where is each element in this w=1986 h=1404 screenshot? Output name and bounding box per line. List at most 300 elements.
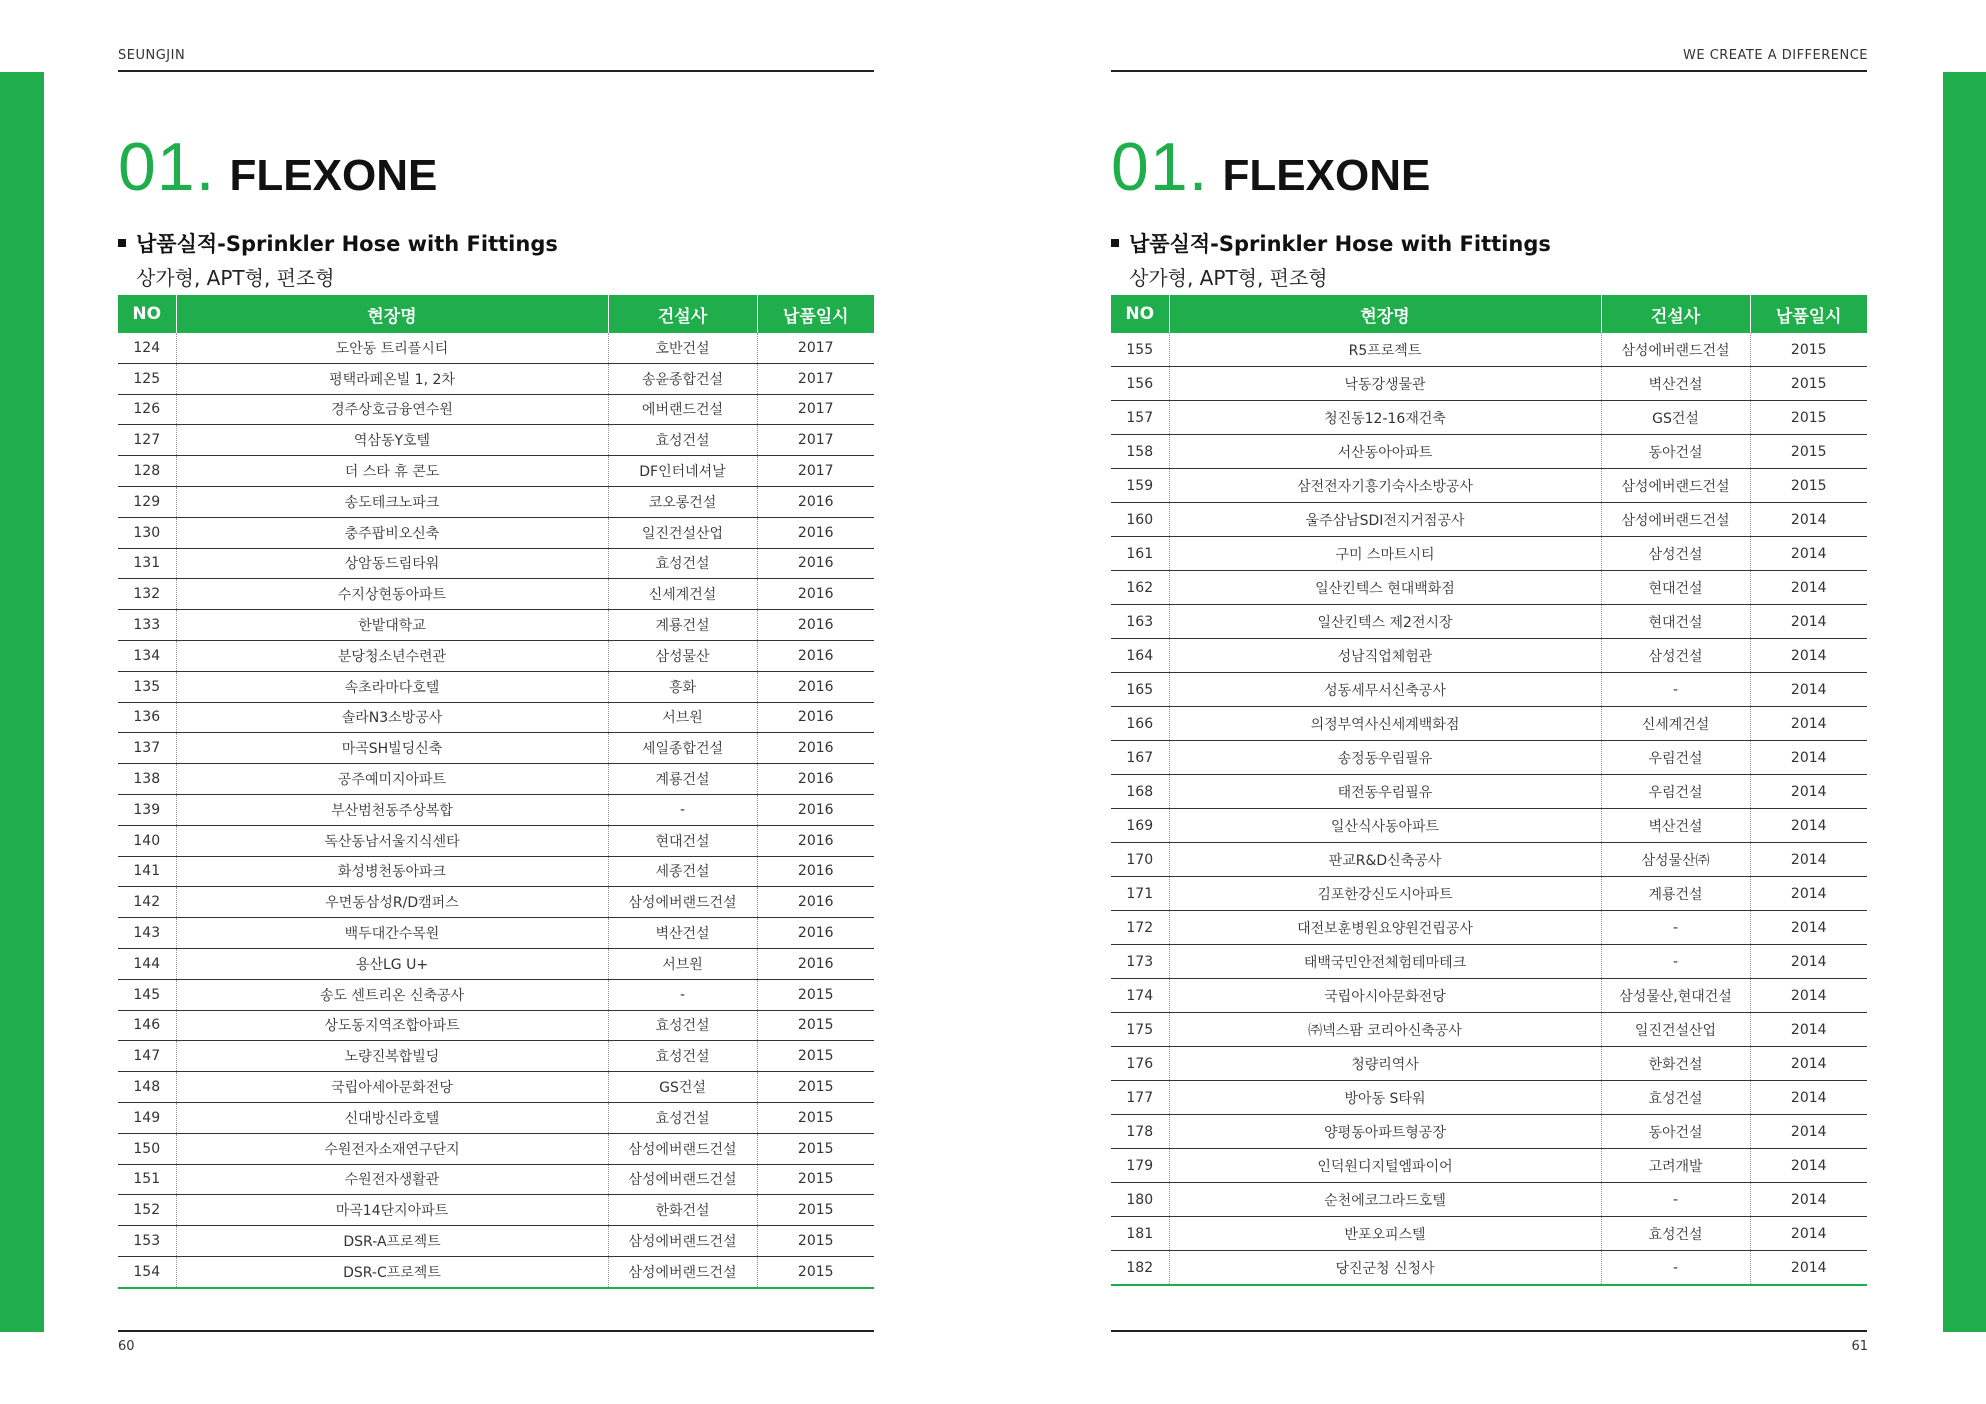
cell-no: 127 (118, 425, 176, 456)
cell-no: 142 (118, 887, 176, 918)
table-row (118, 948, 874, 979)
header-rule (118, 70, 874, 72)
cell-constructor: - (1601, 945, 1750, 979)
table-row (1111, 605, 1867, 639)
cell-constructor: - (1601, 911, 1750, 945)
cell-constructor: 삼성건설 (1601, 537, 1750, 571)
cell-delivery-year: 2017 (757, 456, 874, 487)
cell-constructor: 현대건설 (608, 825, 757, 856)
cell-constructor: 삼성에버랜드건설 (1601, 503, 1750, 537)
cell-delivery-year: 2017 (757, 425, 874, 456)
cell-site-name: 청량리역사 (1169, 1047, 1601, 1081)
section-name: FLEXONE (1222, 151, 1431, 200)
cell-site-name: 수원전자생활관 (176, 1164, 608, 1195)
cell-site-name: R5프로젝트 (1169, 333, 1601, 367)
cell-site-name: 송정동우림필유 (1169, 741, 1601, 775)
cell-constructor: 벽산건설 (1601, 809, 1750, 843)
cell-constructor: 신세계건설 (608, 579, 757, 610)
cell-no: 178 (1111, 1115, 1169, 1149)
table-row (118, 856, 874, 887)
cell-no: 146 (118, 1010, 176, 1041)
cell-no: 156 (1111, 367, 1169, 401)
cell-no: 151 (118, 1164, 176, 1195)
cell-no: 144 (118, 948, 176, 979)
cell-site-name: 수지상현동아파트 (176, 579, 608, 610)
cell-delivery-year: 2014 (1750, 741, 1867, 775)
cell-delivery-year: 2016 (757, 887, 874, 918)
cell-site-name: 반포오피스텔 (1169, 1217, 1601, 1251)
cell-delivery-year: 2016 (757, 918, 874, 949)
cell-delivery-year: 2015 (757, 1133, 874, 1164)
cell-no: 140 (118, 825, 176, 856)
accent-bar (0, 72, 44, 1332)
cell-constructor: GS건설 (1601, 401, 1750, 435)
delivery-table (1111, 295, 1867, 1286)
cell-delivery-year: 2015 (757, 1256, 874, 1287)
cell-constructor: 삼성건설 (1601, 639, 1750, 673)
cell-delivery-year: 2016 (757, 610, 874, 641)
cell-delivery-year: 2014 (1750, 1149, 1867, 1183)
cell-constructor: 고려개발 (1601, 1149, 1750, 1183)
header-rule (1111, 70, 1867, 72)
cell-no: 143 (118, 918, 176, 949)
cell-constructor: DF인터네셔날 (608, 456, 757, 487)
table-row (118, 1133, 874, 1164)
table-row (1111, 809, 1867, 843)
table-row (1111, 571, 1867, 605)
table-row (1111, 1251, 1867, 1286)
cell-delivery-year: 2017 (757, 333, 874, 363)
cell-site-name: 판교R&D신축공사 (1169, 843, 1601, 877)
cell-site-name: 충주팝비오신축 (176, 517, 608, 548)
cell-no: 152 (118, 1195, 176, 1226)
cell-delivery-year: 2014 (1750, 1081, 1867, 1115)
cell-constructor: 삼성물산 (608, 640, 757, 671)
cell-delivery-year: 2015 (757, 1010, 874, 1041)
cell-delivery-year: 2015 (757, 1195, 874, 1226)
footer-rule (118, 1330, 874, 1332)
cell-site-name: 의정부역사신세계백화점 (1169, 707, 1601, 741)
cell-no: 131 (118, 548, 176, 579)
cell-delivery-year: 2016 (757, 640, 874, 671)
cell-no: 150 (118, 1133, 176, 1164)
cell-delivery-year: 2016 (757, 794, 874, 825)
cell-constructor: 효성건설 (1601, 1217, 1750, 1251)
cell-site-name: 독산동남서울지식센타 (176, 825, 608, 856)
cell-constructor: 한화건설 (608, 1195, 757, 1226)
cell-delivery-year: 2014 (1750, 1183, 1867, 1217)
cell-constructor: GS건설 (608, 1072, 757, 1103)
table-row (1111, 1081, 1867, 1115)
cell-site-name: 서산동아아파트 (1169, 435, 1601, 469)
cell-constructor: 서브원 (608, 948, 757, 979)
cell-site-name: 용산LG U+ (176, 948, 608, 979)
table-row (1111, 367, 1867, 401)
table-row (118, 363, 874, 394)
cell-delivery-year: 2014 (1750, 605, 1867, 639)
cell-delivery-year: 2016 (757, 486, 874, 517)
cell-site-name: 솔라N3소방공사 (176, 702, 608, 733)
table-row (118, 825, 874, 856)
cell-site-name: 태백국민안전체험테마테크 (1169, 945, 1601, 979)
table-row (118, 702, 874, 733)
cell-site-name: 청진동12-16재건축 (1169, 401, 1601, 435)
cell-constructor: 신세계건설 (1601, 707, 1750, 741)
cell-delivery-year: 2016 (757, 671, 874, 702)
cell-constructor: 효성건설 (608, 1102, 757, 1133)
table-row (118, 918, 874, 949)
cell-constructor: - (1601, 1183, 1750, 1217)
table-row (1111, 469, 1867, 503)
cell-delivery-year: 2014 (1750, 707, 1867, 741)
table-row (1111, 1183, 1867, 1217)
cell-constructor: 효성건설 (608, 425, 757, 456)
column-header-no: NO (118, 295, 176, 333)
table-row (1111, 537, 1867, 571)
cell-site-name: DSR-C프로젝트 (176, 1256, 608, 1287)
table-row (1111, 741, 1867, 775)
cell-no: 137 (118, 733, 176, 764)
cell-no: 180 (1111, 1183, 1169, 1217)
table-row (1111, 1013, 1867, 1047)
cell-site-name: 순천에코그라드호텔 (1169, 1183, 1601, 1217)
cell-constructor: 서브원 (608, 702, 757, 733)
cell-site-name: 일산식사동아파트 (1169, 809, 1601, 843)
column-header-date: 납품일시 (757, 295, 874, 333)
cell-delivery-year: 2016 (757, 579, 874, 610)
cell-constructor: 한화건설 (1601, 1047, 1750, 1081)
cell-constructor: 삼성에버랜드건설 (608, 887, 757, 918)
column-header-constructor: 건설사 (1601, 295, 1750, 333)
subheading-title: 납품실적-Sprinkler Hose with Fittings (1129, 232, 1551, 256)
subheading-types: 상가형, APT형, 편조형 (1129, 266, 1328, 290)
cell-site-name: 노량진복합빌딩 (176, 1041, 608, 1072)
cell-no: 182 (1111, 1251, 1169, 1286)
cell-site-name: 마곡14단지아파트 (176, 1195, 608, 1226)
cell-no: 149 (118, 1102, 176, 1133)
cell-site-name: 분당청소년수련관 (176, 640, 608, 671)
cell-delivery-year: 2015 (757, 979, 874, 1010)
table-row (118, 1256, 874, 1287)
cell-constructor: 삼성에버랜드건설 (608, 1133, 757, 1164)
cell-constructor: 일진건설산업 (1601, 1013, 1750, 1047)
cell-constructor: 세종건설 (608, 856, 757, 887)
column-header-constructor: 건설사 (608, 295, 757, 333)
cell-delivery-year: 2015 (757, 1226, 874, 1257)
cell-constructor: 삼성에버랜드건설 (608, 1164, 757, 1195)
column-header-no: NO (1111, 295, 1169, 333)
page-number: 60 (118, 1339, 135, 1354)
cell-site-name: 성남직업체험관 (1169, 639, 1601, 673)
cell-constructor: 우림건설 (1601, 741, 1750, 775)
table-row (1111, 843, 1867, 877)
table-row (118, 1195, 874, 1226)
cell-site-name: 역삼동Y호텔 (176, 425, 608, 456)
cell-no: 179 (1111, 1149, 1169, 1183)
cell-site-name: 부산범천동주상복합 (176, 794, 608, 825)
cell-no: 141 (118, 856, 176, 887)
cell-no: 167 (1111, 741, 1169, 775)
subheading-title: 납품실적-Sprinkler Hose with Fittings (136, 232, 558, 256)
cell-site-name: 더 스타 휴 콘도 (176, 456, 608, 487)
table-row (118, 887, 874, 918)
cell-no: 125 (118, 363, 176, 394)
cell-constructor: 호반건설 (608, 333, 757, 363)
table-row (118, 486, 874, 517)
cell-constructor: 현대건설 (1601, 571, 1750, 605)
subheading-types: 상가형, APT형, 편조형 (136, 266, 335, 290)
cell-constructor: 효성건설 (608, 1010, 757, 1041)
cell-site-name: 삼전전자기흥기숙사소방공사 (1169, 469, 1601, 503)
cell-constructor: 흥화 (608, 671, 757, 702)
cell-no: 172 (1111, 911, 1169, 945)
table-row (1111, 877, 1867, 911)
cell-delivery-year: 2016 (757, 548, 874, 579)
cell-site-name: 국립아시아문화전당 (1169, 979, 1601, 1013)
table-row (118, 394, 874, 425)
cell-site-name: 평택라페온빌 1, 2차 (176, 363, 608, 394)
cell-constructor: 계룡건설 (608, 610, 757, 641)
cell-site-name: 수원전자소재연구단지 (176, 1133, 608, 1164)
cell-site-name: 인덕원디지털엠파이어 (1169, 1149, 1601, 1183)
cell-delivery-year: 2016 (757, 702, 874, 733)
table-row (118, 1164, 874, 1195)
table-row (118, 579, 874, 610)
cell-delivery-year: 2015 (1750, 333, 1867, 367)
cell-constructor: 삼성물산㈜ (1601, 843, 1750, 877)
table-row (1111, 775, 1867, 809)
cell-constructor: 벽산건설 (608, 918, 757, 949)
cell-no: 169 (1111, 809, 1169, 843)
cell-delivery-year: 2017 (757, 394, 874, 425)
table-row (118, 456, 874, 487)
cell-delivery-year: 2015 (757, 1102, 874, 1133)
table-row (1111, 707, 1867, 741)
table-row (118, 1226, 874, 1257)
section-number: 01. (118, 129, 216, 205)
cell-delivery-year: 2015 (1750, 401, 1867, 435)
section-name: FLEXONE (229, 151, 438, 200)
table-row (118, 764, 874, 795)
cell-constructor: 삼성물산,현대건설 (1601, 979, 1750, 1013)
cell-no: 176 (1111, 1047, 1169, 1081)
cell-delivery-year: 2016 (757, 517, 874, 548)
cell-delivery-year: 2015 (757, 1164, 874, 1195)
table-row (118, 1102, 874, 1133)
cell-no: 175 (1111, 1013, 1169, 1047)
cell-no: 134 (118, 640, 176, 671)
cell-site-name: 도안동 트리플시티 (176, 333, 608, 363)
cell-no: 166 (1111, 707, 1169, 741)
cell-site-name: 상도동지역조합아파트 (176, 1010, 608, 1041)
table-row (118, 733, 874, 764)
cell-delivery-year: 2014 (1750, 503, 1867, 537)
cell-no: 168 (1111, 775, 1169, 809)
table-row (118, 610, 874, 641)
cell-constructor: - (1601, 1251, 1750, 1286)
cell-constructor: 동아건설 (1601, 1115, 1750, 1149)
cell-no: 124 (118, 333, 176, 363)
cell-delivery-year: 2014 (1750, 775, 1867, 809)
cell-no: 165 (1111, 673, 1169, 707)
cell-delivery-year: 2014 (1750, 1251, 1867, 1286)
cell-constructor: 삼성에버랜드건설 (1601, 333, 1750, 367)
cell-no: 133 (118, 610, 176, 641)
cell-site-name: 속초라마다호텔 (176, 671, 608, 702)
table-row (1111, 401, 1867, 435)
cell-no: 173 (1111, 945, 1169, 979)
cell-constructor: 일진건설산업 (608, 517, 757, 548)
cell-no: 145 (118, 979, 176, 1010)
cell-delivery-year: 2016 (757, 733, 874, 764)
cell-constructor: 우림건설 (1601, 775, 1750, 809)
cell-site-name: DSR-A프로젝트 (176, 1226, 608, 1257)
cell-site-name: 국립아세아문화전당 (176, 1072, 608, 1103)
cell-no: 161 (1111, 537, 1169, 571)
cell-constructor: 삼성에버랜드건설 (608, 1256, 757, 1287)
cell-no: 163 (1111, 605, 1169, 639)
cell-no: 138 (118, 764, 176, 795)
table-row (118, 671, 874, 702)
cell-no: 177 (1111, 1081, 1169, 1115)
cell-delivery-year: 2014 (1750, 809, 1867, 843)
cell-delivery-year: 2014 (1750, 877, 1867, 911)
cell-constructor: 계룡건설 (1601, 877, 1750, 911)
cell-site-name: 낙동강생물관 (1169, 367, 1601, 401)
column-header-site: 현장명 (176, 295, 608, 333)
cell-no: 164 (1111, 639, 1169, 673)
table-row (1111, 979, 1867, 1013)
cell-no: 148 (118, 1072, 176, 1103)
cell-constructor: 효성건설 (1601, 1081, 1750, 1115)
section-title (1111, 128, 1430, 206)
cell-no: 171 (1111, 877, 1169, 911)
cell-site-name: 김포한강신도시아파트 (1169, 877, 1601, 911)
cell-delivery-year: 2017 (757, 363, 874, 394)
delivery-table (118, 295, 874, 1289)
cell-site-name: 성동세무서신축공사 (1169, 673, 1601, 707)
table-row (1111, 333, 1867, 367)
cell-no: 136 (118, 702, 176, 733)
cell-delivery-year: 2015 (757, 1072, 874, 1103)
cell-no: 159 (1111, 469, 1169, 503)
cell-site-name: 화성병천동아파크 (176, 856, 608, 887)
cell-site-name: 마곡SH빌딩신축 (176, 733, 608, 764)
cell-site-name: 상암동드림타워 (176, 548, 608, 579)
cell-no: 162 (1111, 571, 1169, 605)
subheading (118, 228, 558, 291)
subheading (1111, 228, 1551, 291)
column-header-site: 현장명 (1169, 295, 1601, 333)
section-number: 01. (1111, 129, 1209, 205)
cell-delivery-year: 2014 (1750, 673, 1867, 707)
cell-constructor: 계룡건설 (608, 764, 757, 795)
cell-delivery-year: 2016 (757, 856, 874, 887)
cell-delivery-year: 2014 (1750, 1013, 1867, 1047)
cell-no: 160 (1111, 503, 1169, 537)
table-row (118, 333, 874, 363)
table-row (1111, 911, 1867, 945)
cell-constructor: - (608, 979, 757, 1010)
cell-constructor: 코오롱건설 (608, 486, 757, 517)
page-number: 61 (1851, 1339, 1868, 1354)
cell-site-name: 일산킨텍스 제2전시장 (1169, 605, 1601, 639)
table-row (1111, 1115, 1867, 1149)
cell-site-name: ㈜넥스팜 코리아신축공사 (1169, 1013, 1601, 1047)
table-row (1111, 945, 1867, 979)
table-row (1111, 1217, 1867, 1251)
cell-delivery-year: 2014 (1750, 537, 1867, 571)
square-bullet-icon (1111, 239, 1119, 247)
cell-constructor: 동아건설 (1601, 435, 1750, 469)
cell-no: 157 (1111, 401, 1169, 435)
cell-delivery-year: 2014 (1750, 945, 1867, 979)
cell-site-name: 우면동삼성R/D캠퍼스 (176, 887, 608, 918)
cell-delivery-year: 2016 (757, 948, 874, 979)
cell-site-name: 한밭대학교 (176, 610, 608, 641)
cell-delivery-year: 2014 (1750, 979, 1867, 1013)
table-row (118, 1041, 874, 1072)
cell-no: 153 (118, 1226, 176, 1257)
table-row (1111, 1047, 1867, 1081)
cell-site-name: 일산킨텍스 현대백화점 (1169, 571, 1601, 605)
table-row (1111, 673, 1867, 707)
section-title (118, 128, 437, 206)
cell-delivery-year: 2014 (1750, 1217, 1867, 1251)
cell-no: 170 (1111, 843, 1169, 877)
cell-site-name: 방아동 S타워 (1169, 1081, 1601, 1115)
cell-site-name: 양평동아파트형공장 (1169, 1115, 1601, 1149)
cell-no: 181 (1111, 1217, 1169, 1251)
cell-constructor: 효성건설 (608, 548, 757, 579)
cell-site-name: 대전보훈병원요양원건립공사 (1169, 911, 1601, 945)
cell-constructor: 삼성에버랜드건설 (1601, 469, 1750, 503)
cell-constructor: - (608, 794, 757, 825)
cell-no: 155 (1111, 333, 1169, 367)
cell-site-name: 백두대간수목원 (176, 918, 608, 949)
cell-constructor: 현대건설 (1601, 605, 1750, 639)
cell-delivery-year: 2014 (1750, 639, 1867, 673)
cell-no: 139 (118, 794, 176, 825)
cell-site-name: 경주상호금융연수원 (176, 394, 608, 425)
header-label: SEUNGJIN (118, 48, 186, 63)
cell-site-name: 송도테크노파크 (176, 486, 608, 517)
cell-no: 128 (118, 456, 176, 487)
cell-constructor: - (1601, 673, 1750, 707)
cell-site-name: 구미 스마트시티 (1169, 537, 1601, 571)
cell-constructor: 삼성에버랜드건설 (608, 1226, 757, 1257)
cell-constructor: 효성건설 (608, 1041, 757, 1072)
table-row (118, 640, 874, 671)
table-row (118, 517, 874, 548)
cell-delivery-year: 2015 (1750, 367, 1867, 401)
cell-delivery-year: 2016 (757, 764, 874, 795)
cell-no: 135 (118, 671, 176, 702)
column-header-date: 납품일시 (1750, 295, 1867, 333)
cell-constructor: 에버랜드건설 (608, 394, 757, 425)
table-row (118, 425, 874, 456)
table-row (118, 794, 874, 825)
table-row (118, 979, 874, 1010)
cell-no: 132 (118, 579, 176, 610)
cell-delivery-year: 2014 (1750, 843, 1867, 877)
footer-rule (1111, 1330, 1867, 1332)
cell-no: 126 (118, 394, 176, 425)
cell-no: 154 (118, 1256, 176, 1287)
cell-site-name: 울주삼남SDI전지거점공사 (1169, 503, 1601, 537)
cell-delivery-year: 2014 (1750, 1115, 1867, 1149)
cell-no: 147 (118, 1041, 176, 1072)
